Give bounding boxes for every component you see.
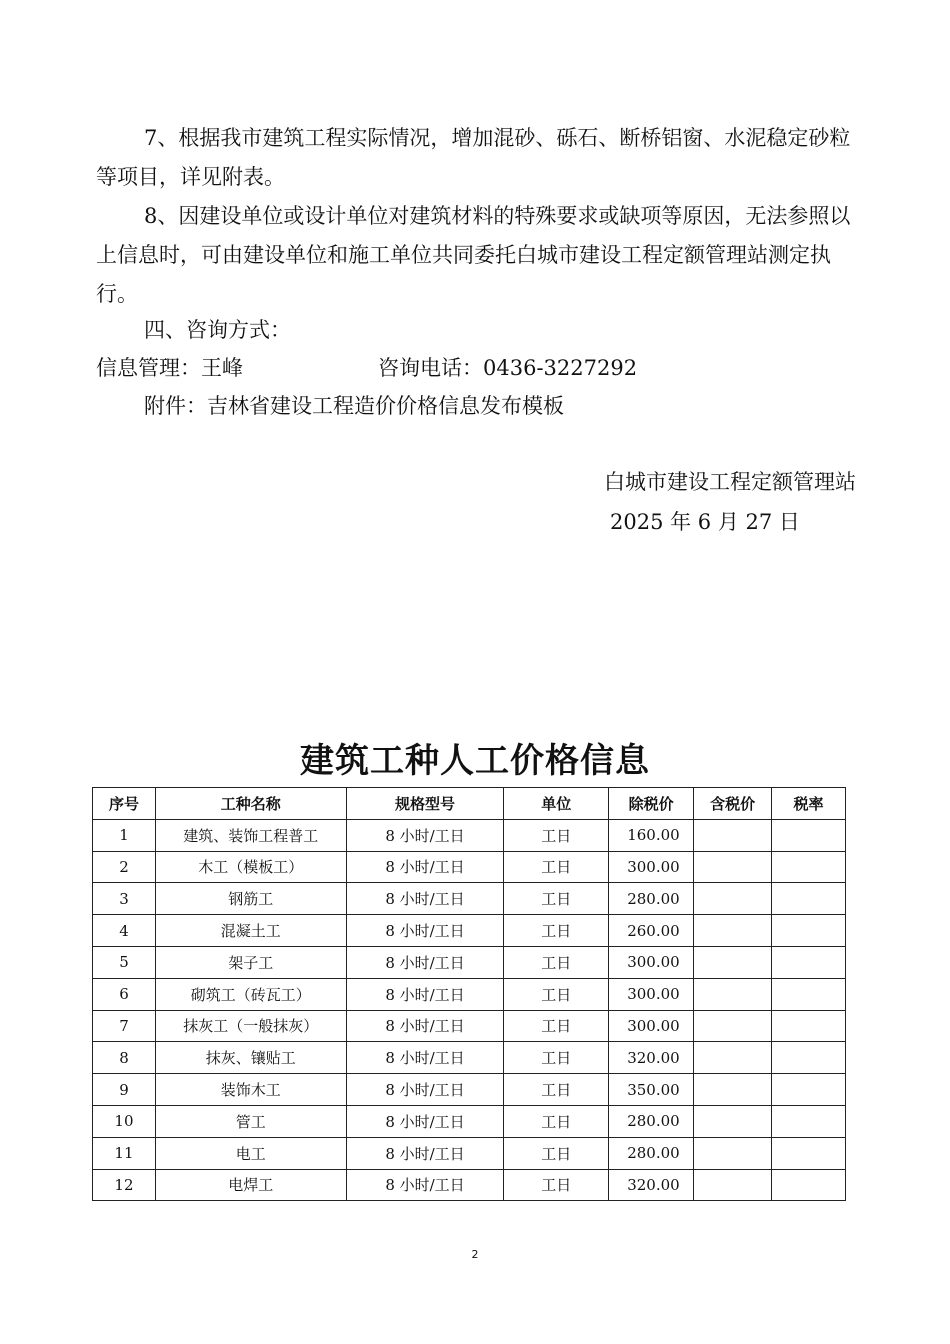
cell-price-incl-tax — [694, 851, 772, 883]
cell-tax-rate — [772, 883, 846, 915]
cell-index: 5 — [93, 946, 156, 978]
cell-price-incl-tax — [694, 883, 772, 915]
cell-unit: 工日 — [504, 946, 609, 978]
cell-trade-name: 砌筑工（砖瓦工） — [155, 978, 346, 1010]
table-title: 建筑工种人工价格信息 — [300, 741, 650, 781]
cell-price-incl-tax — [694, 1137, 772, 1169]
header-unit: 单位 — [504, 788, 609, 820]
cell-tax-rate — [772, 1137, 846, 1169]
cell-index: 10 — [93, 1105, 156, 1137]
cell-trade-name: 电工 — [155, 1137, 346, 1169]
table-row — [93, 851, 846, 883]
table-row — [93, 978, 846, 1010]
cell-price-incl-tax — [694, 819, 772, 851]
cell-index: 3 — [93, 883, 156, 915]
cell-index: 11 — [93, 1137, 156, 1169]
cell-tax-rate — [772, 1042, 846, 1074]
cell-index: 4 — [93, 915, 156, 947]
cell-unit: 工日 — [504, 819, 609, 851]
cell-price-excl-tax: 280.00 — [609, 883, 694, 915]
cell-price-incl-tax — [694, 1042, 772, 1074]
table-row — [93, 1074, 846, 1106]
table-header-row — [93, 788, 846, 820]
cell-spec: 8 小时/工日 — [346, 1074, 504, 1106]
paragraph-item-7-text: 7、根据我市建筑工程实际情况，增加混砂、砾石、断桥铝窗、水泥稳定砂粒等项目，详见附表。 — [96, 126, 851, 189]
cell-spec: 8 小时/工日 — [346, 1010, 504, 1042]
cell-trade-name: 架子工 — [155, 946, 346, 978]
cell-unit: 工日 — [504, 1010, 609, 1042]
table-row — [93, 1137, 846, 1169]
table-row — [93, 1105, 846, 1137]
cell-trade-name: 管工 — [155, 1105, 346, 1137]
cell-unit: 工日 — [504, 1169, 609, 1201]
cell-price-incl-tax — [694, 1105, 772, 1137]
header-price-incl-tax: 含税价 — [694, 788, 772, 820]
cell-price-excl-tax: 320.00 — [609, 1169, 694, 1201]
cell-unit: 工日 — [504, 883, 609, 915]
header-index: 序号 — [93, 788, 156, 820]
cell-price-excl-tax: 280.00 — [609, 1105, 694, 1137]
cell-spec: 8 小时/工日 — [346, 946, 504, 978]
cell-index: 1 — [93, 819, 156, 851]
cell-price-excl-tax: 260.00 — [609, 915, 694, 947]
cell-tax-rate — [772, 1105, 846, 1137]
cell-spec: 8 小时/工日 — [346, 1105, 504, 1137]
cell-index: 8 — [93, 1042, 156, 1074]
cell-spec: 8 小时/工日 — [346, 1042, 504, 1074]
cell-trade-name: 木工（模板工） — [155, 851, 346, 883]
signature-date: 2025 年 6 月 27 日 — [610, 510, 800, 534]
table-row — [93, 946, 846, 978]
cell-unit: 工日 — [504, 851, 609, 883]
cell-unit: 工日 — [504, 915, 609, 947]
cell-index: 7 — [93, 1010, 156, 1042]
cell-index: 12 — [93, 1169, 156, 1201]
cell-unit: 工日 — [504, 1137, 609, 1169]
cell-index: 6 — [93, 978, 156, 1010]
header-tax-rate: 税率 — [772, 788, 846, 820]
cell-price-excl-tax: 300.00 — [609, 978, 694, 1010]
table-row — [93, 1042, 846, 1074]
cell-trade-name: 电焊工 — [155, 1169, 346, 1201]
cell-price-incl-tax — [694, 1074, 772, 1106]
cell-spec: 8 小时/工日 — [346, 978, 504, 1010]
page-number: 2 — [471, 1248, 479, 1261]
cell-price-excl-tax: 320.00 — [609, 1042, 694, 1074]
cell-unit: 工日 — [504, 1042, 609, 1074]
cell-index: 2 — [93, 851, 156, 883]
cell-price-incl-tax — [694, 1010, 772, 1042]
info-manager: 信息管理：王峰 — [96, 356, 243, 380]
labor-price-table — [92, 787, 846, 1201]
cell-tax-rate — [772, 851, 846, 883]
cell-spec: 8 小时/工日 — [346, 851, 504, 883]
cell-price-incl-tax — [694, 1169, 772, 1201]
cell-price-excl-tax: 300.00 — [609, 1010, 694, 1042]
table-row — [93, 1169, 846, 1201]
cell-price-excl-tax: 160.00 — [609, 819, 694, 851]
cell-unit: 工日 — [504, 1074, 609, 1106]
table-row — [93, 883, 846, 915]
cell-tax-rate — [772, 1074, 846, 1106]
cell-price-incl-tax — [694, 946, 772, 978]
cell-tax-rate — [772, 1169, 846, 1201]
cell-spec: 8 小时/工日 — [346, 819, 504, 851]
cell-trade-name: 抹灰工（一般抹灰） — [155, 1010, 346, 1042]
cell-unit: 工日 — [504, 1105, 609, 1137]
attachment-line: 附件：吉林省建设工程造价价格信息发布模板 — [144, 394, 564, 418]
header-spec: 规格型号 — [346, 788, 504, 820]
cell-trade-name: 混凝土工 — [155, 915, 346, 947]
cell-spec: 8 小时/工日 — [346, 1169, 504, 1201]
cell-trade-name: 装饰木工 — [155, 1074, 346, 1106]
table-row — [93, 819, 846, 851]
cell-tax-rate — [772, 1010, 846, 1042]
cell-tax-rate — [772, 819, 846, 851]
cell-spec: 8 小时/工日 — [346, 883, 504, 915]
cell-tax-rate — [772, 915, 846, 947]
cell-tax-rate — [772, 978, 846, 1010]
header-trade-name: 工种名称 — [155, 788, 346, 820]
paragraph-item-8 — [96, 197, 858, 314]
cell-trade-name: 钢筋工 — [155, 883, 346, 915]
table-body — [93, 819, 846, 1201]
paragraph-item-7 — [96, 119, 858, 197]
cell-price-excl-tax: 300.00 — [609, 851, 694, 883]
signature-org: 白城市建设工程定额管理站 — [604, 470, 856, 494]
cell-price-excl-tax: 350.00 — [609, 1074, 694, 1106]
cell-price-excl-tax: 280.00 — [609, 1137, 694, 1169]
cell-price-incl-tax — [694, 978, 772, 1010]
table-row — [93, 915, 846, 947]
header-price-excl-tax: 除税价 — [609, 788, 694, 820]
table-row — [93, 1010, 846, 1042]
paragraph-item-8-text: 8、因建设单位或设计单位对建筑材料的特殊要求或缺项等原因，无法参照以上信息时，可由建设单位和施工单位共同委托白城市建设工程定额管理站测定执行。 — [96, 204, 851, 306]
cell-trade-name: 抹灰、镶贴工 — [155, 1042, 346, 1074]
cell-tax-rate — [772, 946, 846, 978]
contact-row — [96, 352, 638, 384]
consult-phone: 咨询电话：0436-3227292 — [378, 356, 638, 380]
consult-heading: 四、咨询方式： — [144, 318, 291, 342]
cell-price-incl-tax — [694, 915, 772, 947]
cell-spec: 8 小时/工日 — [346, 915, 504, 947]
cell-trade-name: 建筑、装饰工程普工 — [155, 819, 346, 851]
cell-spec: 8 小时/工日 — [346, 1137, 504, 1169]
cell-price-excl-tax: 300.00 — [609, 946, 694, 978]
cell-index: 9 — [93, 1074, 156, 1106]
cell-unit: 工日 — [504, 978, 609, 1010]
